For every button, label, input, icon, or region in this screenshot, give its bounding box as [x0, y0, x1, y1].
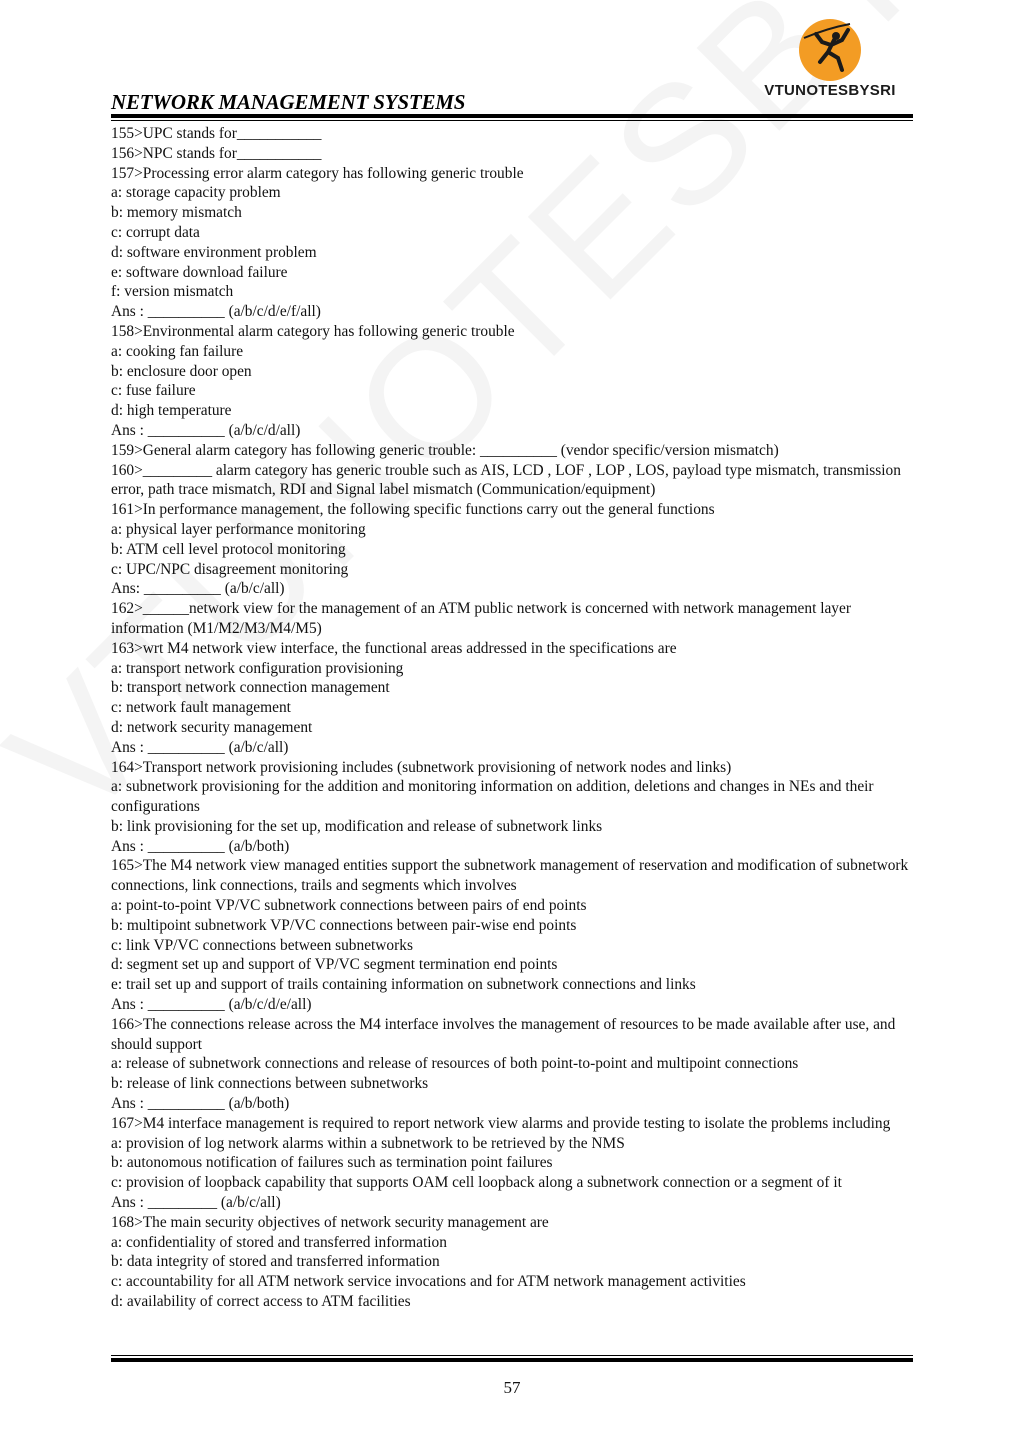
- page-number: 57: [503, 1378, 521, 1397]
- text-line: Ans : _________ (a/b/c/all): [111, 1194, 281, 1212]
- text-line: a: release of subnetwork connections and release of resources of both point-to-point and multipoint connections: [111, 1055, 799, 1073]
- text-line: a: provision of log network alarms within a subnetwork to be retrieved by the NMS: [111, 1134, 625, 1152]
- text-line: b: multipoint subnetwork VP/VC connections between pair-wise end points: [111, 916, 577, 934]
- text-line: Ans : __________ (a/b/c/d/e/f/all): [111, 303, 321, 321]
- text-line: a: transport network configuration provisioning: [111, 659, 404, 677]
- text-line: a: storage capacity problem: [111, 184, 281, 202]
- text-line: b: release of link connections between subnetworks: [111, 1075, 429, 1093]
- text-line: b: ATM cell level protocol monitoring: [111, 540, 346, 558]
- text-line: Ans : __________ (a/b/c/d/all): [111, 421, 301, 439]
- text-line: 168>The main security objectives of network security management are: [111, 1213, 549, 1231]
- logo-text: VTUNOTESBYSRI: [764, 82, 896, 99]
- logo: [760, 18, 910, 108]
- text-line: b: memory mismatch: [111, 204, 242, 222]
- text-line: c: corrupt data: [111, 223, 200, 241]
- text-line: d: segment set up and support of VP/VC segment termination end points: [111, 956, 558, 974]
- text-line: 166>The connections release across the M4 interface involves the management of resources to be made available after use, and should support: [111, 1015, 896, 1053]
- text-line: a: point-to-point VP/VC subnetwork connections between pairs of end points: [111, 897, 587, 915]
- text-line: e: software download failure: [111, 263, 288, 281]
- text-line: 158>Environmental alarm category has following generic trouble: [111, 322, 515, 340]
- text-line: b: transport network connection management: [111, 679, 390, 697]
- text-line: b: enclosure door open: [111, 362, 252, 380]
- text-line: a: confidentiality of stored and transferred information: [111, 1233, 447, 1251]
- text-line: c: provision of loopback capability that supports OAM cell loopback along a subnetwork connection or a segment of it: [111, 1174, 842, 1192]
- text-line: 156>NPC stands for___________: [111, 144, 322, 162]
- footer-rule-thin: [111, 1355, 913, 1356]
- header-rule-thin: [111, 120, 913, 121]
- text-line: c: link VP/VC connections between subnetworks: [111, 936, 413, 954]
- text-line: e: trail set up and support of trails containing information on subnetwork connections and links: [111, 976, 696, 994]
- text-line: c: fuse failure: [111, 382, 196, 400]
- text-line: Ans: __________ (a/b/c/all): [111, 580, 285, 598]
- text-line: b: link provisioning for the set up, modification and release of subnetwork links: [111, 817, 603, 835]
- text-line: 157>Processing error alarm category has following generic trouble: [111, 164, 524, 182]
- page-header-title: NETWORK MANAGEMENT SYSTEMS: [111, 90, 466, 114]
- document-body: [111, 124, 913, 1312]
- text-line: f: version mismatch: [111, 283, 234, 301]
- text-line: 159>General alarm category has following generic trouble: __________ (vendor specific/version mismatch): [111, 441, 779, 459]
- text-line: a: physical layer performance monitoring: [111, 520, 366, 538]
- text-line: b: data integrity of stored and transferred information: [111, 1253, 440, 1271]
- text-line: Ans : __________ (a/b/both): [111, 1095, 290, 1113]
- text-line: a: cooking fan failure: [111, 342, 244, 360]
- text-line: d: network security management: [111, 718, 313, 736]
- text-line: Ans : __________ (a/b/c/d/e/all): [111, 996, 312, 1014]
- text-line: c: accountability for all ATM network service invocations and for ATM network management activities: [111, 1273, 746, 1291]
- text-line: c: UPC/NPC disagreement monitoring: [111, 560, 349, 578]
- text-line: 160>_________ alarm category has generic trouble such as AIS, LCD , LOF , LOP , LOS, payload type mismatch, transmission error, path trace mismatch, RDI and Signal label mismatch (Communication/equipment): [111, 461, 901, 499]
- text-line: 162>______network view for the management of an ATM public network is concerned with network management layer information (M1/M2/M3/M4/M5): [111, 600, 851, 637]
- text-line: d: high temperature: [111, 402, 232, 420]
- text-line: c: network fault management: [111, 699, 291, 717]
- text-line: 164>Transport network provisioning includes (subnetwork provisioning of network nodes and links): [111, 758, 732, 776]
- climber-logo-icon: [798, 18, 862, 82]
- text-line: a: subnetwork provisioning for the addition and monitoring information on addition, deletions and changes in NEs and their configurations: [111, 778, 874, 816]
- text-line: Ans : __________ (a/b/c/all): [111, 738, 289, 756]
- text-line: d: software environment problem: [111, 243, 317, 261]
- text-line: 161>In performance management, the following specific functions carry out the general functions: [111, 501, 715, 519]
- footer-rule-thick: [111, 1358, 913, 1362]
- text-line: d: availability of correct access to ATM facilities: [111, 1293, 411, 1311]
- text-line: 163>wrt M4 network view interface, the functional areas addressed in the specifications are: [111, 639, 677, 657]
- text-line: 155>UPC stands for___________: [111, 125, 322, 142]
- text-line: 165>The M4 network view managed entities support the subnetwork management of reservation and modification of subnetwork connections, link connections, trails and segments which involves: [111, 857, 909, 895]
- text-line: 167>M4 interface management is required to report network view alarms and provide testing to isolate the problems including: [111, 1114, 891, 1132]
- text-line: b: autonomous notification of failures such as termination point failures: [111, 1154, 553, 1172]
- text-line: Ans : __________ (a/b/both): [111, 837, 290, 855]
- header-rule-thick: [111, 114, 913, 118]
